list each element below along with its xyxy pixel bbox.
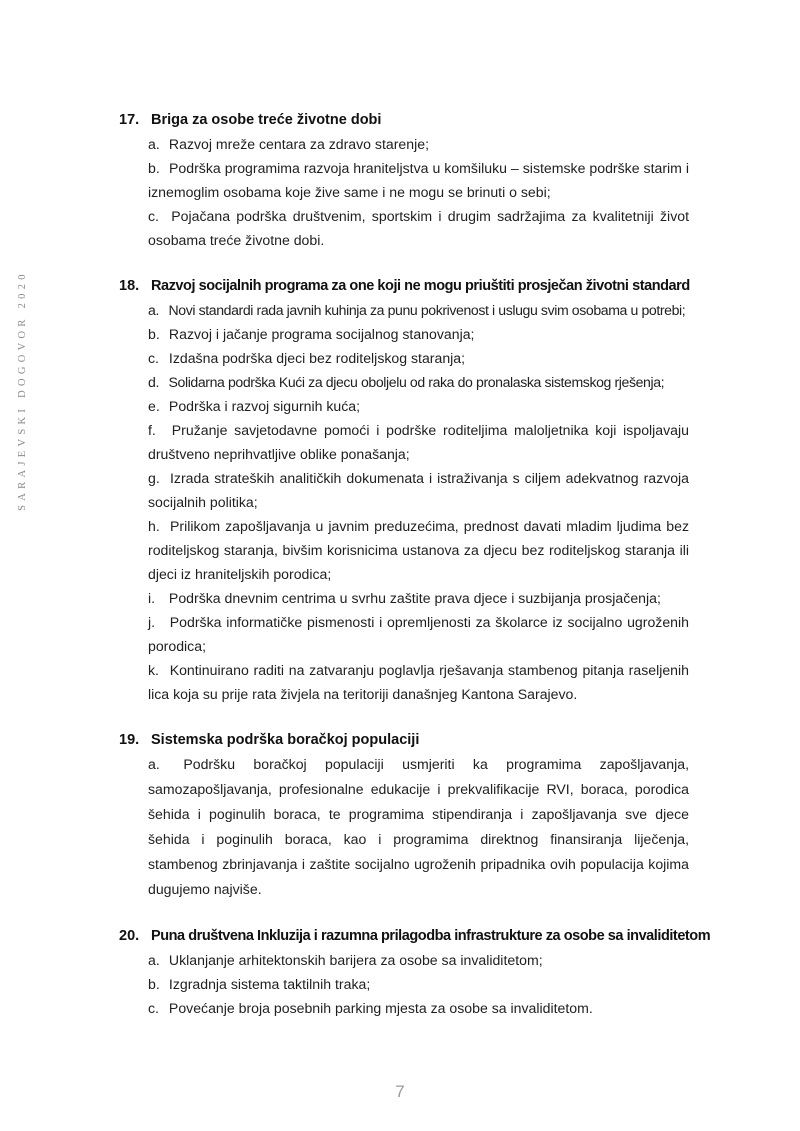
list-item [148, 370, 689, 394]
item-text: Podrška informatičke pismenosti i opremljenosti za školarce iz socijalno ugroženih porodica; [148, 614, 689, 654]
section-number: 20. [119, 928, 140, 944]
item-label: b. [148, 160, 160, 176]
item-text: Izgradnja sistema taktilnih traka; [168, 976, 371, 992]
item-label: c. [148, 208, 159, 224]
list-item [148, 298, 689, 322]
list-item [148, 948, 689, 972]
section-items [148, 948, 689, 1020]
item-text: Pružanje savjetodavne pomoći i podrške roditeljima maloljetnika koji ispoljavaju društveno neprihvatljive oblike ponašanja; [148, 422, 689, 462]
item-text: Povećanje broja posebnih parking mjesta za osobe sa invaliditetom. [168, 1000, 593, 1016]
item-text: Solidarna podrška Kući za djecu oboljelu od raka do pronalaska sistemskog rješenja; [168, 374, 665, 390]
page-number: 7 [395, 1082, 405, 1101]
section-19 [119, 728, 689, 902]
item-text: Izrada strateških analitičkih dokumenata i istraživanja s ciljem adekvatnog razvoja socijalnih politika; [148, 470, 690, 510]
section-number: 19. [119, 732, 140, 748]
section-number: 18. [119, 278, 140, 294]
item-label: d. [148, 374, 159, 390]
section-heading [119, 728, 689, 752]
list-item [148, 322, 689, 346]
section-title: Briga za osobe treće životne dobi [151, 112, 382, 128]
side-running-title-text: SARAJEVSKI DOGOVOR 2020 [16, 269, 28, 511]
section-heading [119, 924, 711, 948]
item-label: i. [148, 590, 156, 606]
section-number: 17. [119, 112, 140, 128]
item-text: Prilikom zapošljavanja u javnim preduzećima, prednost davati mladim ljudima bez roditeljskog staranja, bivšim korisnicima ustanova za djecu bez roditeljskog staranja ili djeci iz hraniteljskih porodica; [148, 518, 690, 582]
list-item [148, 752, 689, 902]
item-label: g. [148, 470, 160, 486]
item-label: a. [148, 302, 159, 318]
section-heading [119, 108, 689, 132]
list-item [148, 204, 689, 252]
item-label: a. [148, 756, 160, 772]
item-text: Pojačana podrška društvenim, sportskim i drugim sadržajima za kvalitetniji život osobama treće životne dobi. [148, 208, 689, 248]
side-running-title [12, 100, 32, 680]
item-label: a. [148, 952, 160, 968]
list-item [148, 996, 689, 1020]
item-label: e. [148, 398, 160, 414]
item-text: Kontinuirano raditi na zatvaranju poglavlja rješavanja stambenog pitanja raseljenih lica koja su prije rata živjela na teritoriji današnjeg Kantona Sarajevo. [148, 662, 689, 702]
document-content [119, 108, 711, 1042]
section-title: Sistemska podrška boračkoj populaciji [151, 732, 420, 748]
section-18 [119, 274, 689, 706]
item-text: Podršku boračkoj populaciji usmjeriti ka programima zapošljavanja, samozapošljavanja, profesionalne edukacije i prekvalifikacije RVI, boraca, porodica šehida i poginulih boraca, te programima stipendiranja i zapošljavanja sve djece šehida i poginulih boraca, kao i programima direktnog finansiranja liječenja, stambenog zbrinjavanja i zaštite socijalno ugroženih pripadnika ovih populacija kojima dugujemo najviše. [148, 756, 689, 897]
section-20 [119, 924, 711, 1020]
section-items [148, 298, 689, 706]
item-label: b. [148, 326, 160, 342]
section-17 [119, 108, 689, 252]
section-items [148, 752, 689, 902]
section-items [148, 132, 689, 252]
list-item [148, 610, 689, 658]
item-label: f. [148, 422, 156, 438]
item-text: Uklanjanje arhitektonskih barijera za osobe sa invaliditetom; [168, 952, 543, 968]
list-item [148, 132, 689, 156]
list-item [148, 972, 689, 996]
list-item [148, 586, 689, 610]
list-item [148, 418, 689, 466]
item-label: c. [148, 350, 159, 366]
item-label: k. [148, 662, 159, 678]
list-item [148, 658, 689, 706]
list-item [148, 394, 689, 418]
section-title: Razvoj socijalnih programa za one koji ne mogu priuštiti prosječan životni standard [151, 278, 690, 294]
item-text: Podrška programima razvoja hraniteljstva u komšiluku – sistemske podrške starim i iznemoglim osobama koje žive same i ne mogu se brinuti o sebi; [148, 160, 690, 200]
item-text: Razvoj mreže centara za zdravo starenje; [168, 136, 429, 152]
item-label: a. [148, 136, 160, 152]
item-text: Novi standardi rada javnih kuhinja za punu pokrivenost i uslugu svim osobama u potrebi; [168, 302, 686, 318]
list-item [148, 466, 689, 514]
section-heading [119, 274, 689, 298]
item-text: Podrška i razvoj sigurnih kuća; [168, 398, 361, 414]
item-label: c. [148, 1000, 159, 1016]
item-label: b. [148, 976, 160, 992]
item-label: h. [148, 518, 160, 534]
item-text: Izdašna podrška djeci bez roditeljskog staranja; [168, 350, 466, 366]
item-text: Razvoj i jačanje programa socijalnog stanovanja; [168, 326, 475, 342]
item-label: j. [148, 614, 156, 630]
section-title: Puna društvena Inkluzija i razumna prilagodba infrastrukture za osobe sa invaliditetom [151, 928, 711, 944]
list-item [148, 346, 689, 370]
list-item [148, 514, 689, 586]
item-text: Podrška dnevnim centrima u svrhu zaštite prava djece i suzbijanja prosjačenja; [168, 590, 661, 606]
list-item [148, 156, 689, 204]
